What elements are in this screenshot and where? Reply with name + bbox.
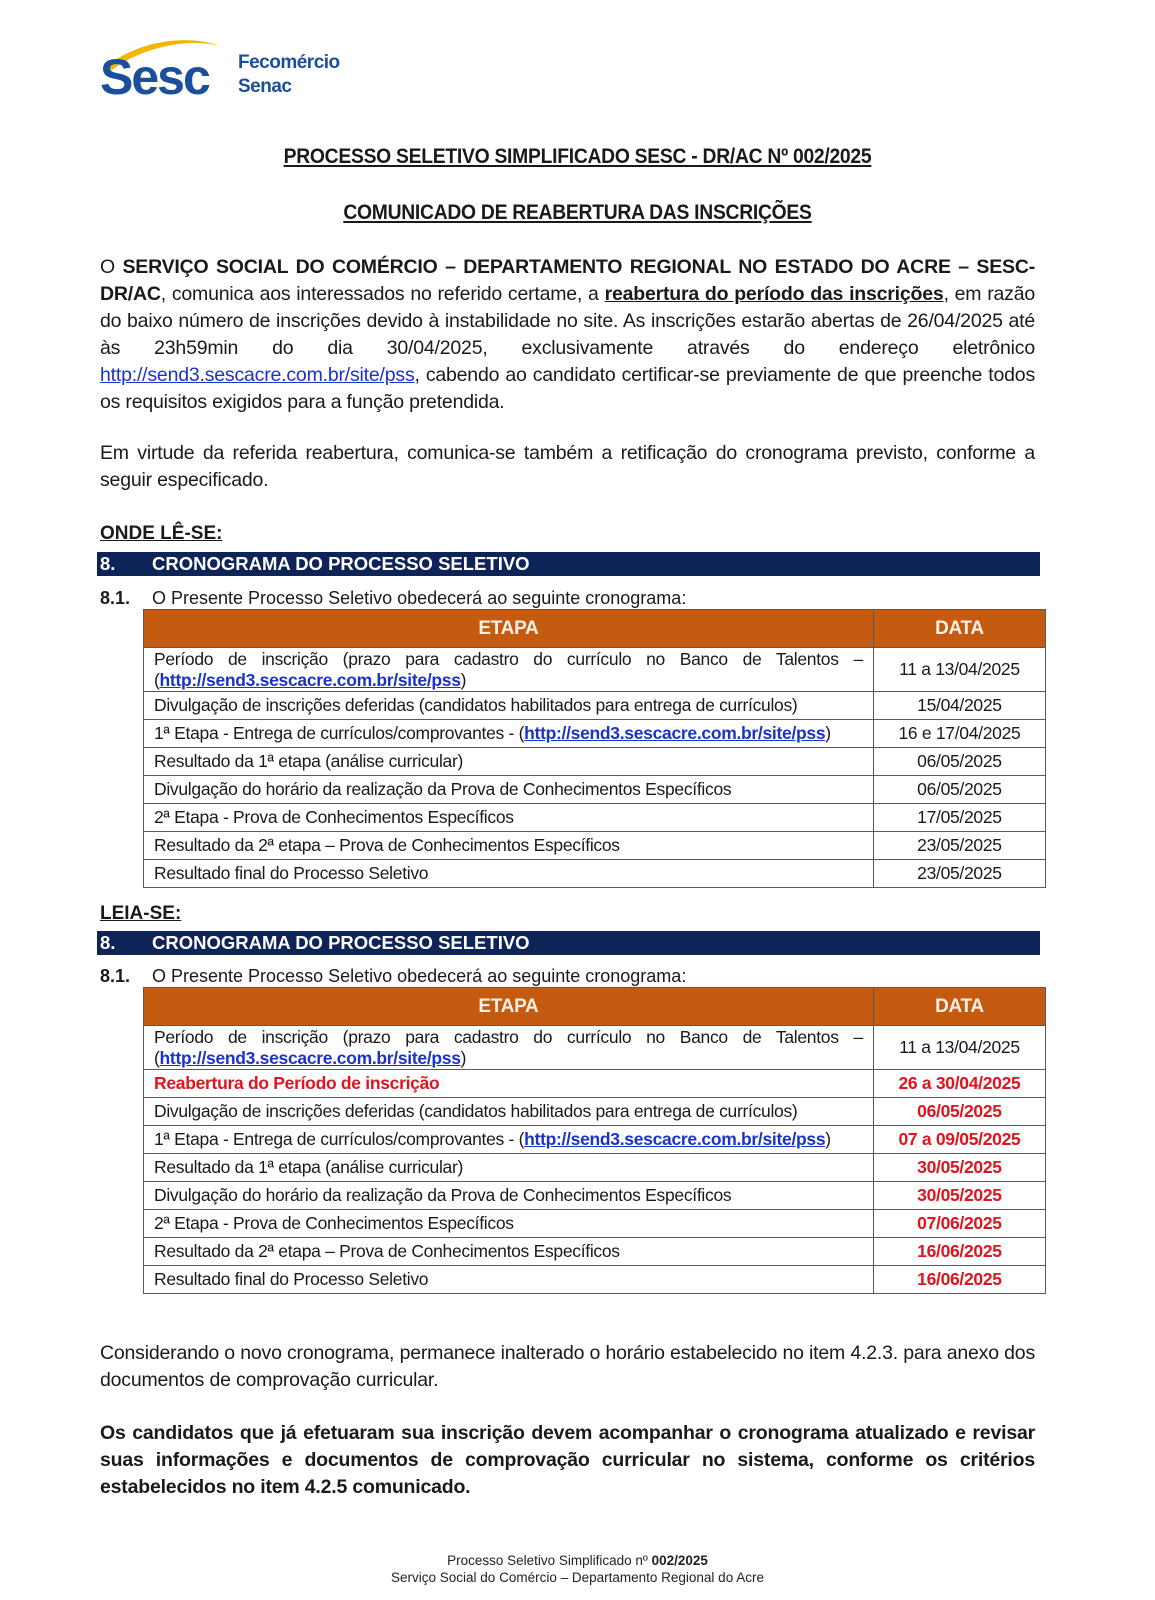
schedule-table-old [143, 609, 1046, 888]
cell-data: 30/05/2025 [873, 1182, 1045, 1210]
header-data: DATA [873, 610, 1045, 648]
cell-data: 16 e 17/04/2025 [873, 720, 1045, 748]
cell-data: 16/06/2025 [873, 1238, 1045, 1266]
footer-line-1: Processo Seletivo Simplificado nº 002/2025 [447, 1553, 708, 1568]
cell-data: 07 a 09/05/2025 [873, 1126, 1045, 1154]
table-row [144, 1026, 1046, 1070]
table-row-changed [144, 1070, 1046, 1098]
subitem-number: 8.1. [100, 966, 131, 986]
cell-etapa: Período de inscrição (prazo para cadastro do currículo no Banco de Talentos – (http://send3.sescacre.com.br/site/pss) [144, 648, 874, 692]
subitem-text: O Presente Processo Seletivo obedecerá ao seguinte cronograma: [152, 966, 687, 986]
subitem-text: O Presente Processo Seletivo obedecerá ao seguinte cronograma: [152, 588, 687, 608]
cell-etapa: 1ª Etapa - Entrega de currículos/comprovantes - (http://send3.sescacre.com.br/site/pss) [144, 720, 874, 748]
cell-data: 30/05/2025 [873, 1154, 1045, 1182]
cell-etapa: 2ª Etapa - Prova de Conhecimentos Específicos [144, 1210, 874, 1238]
table-row [144, 748, 1046, 776]
footer-line-2: Serviço Social do Comércio – Departamento Regional do Acre [391, 1570, 764, 1585]
intro-link[interactable]: http://send3.sescacre.com.br/site/pss [100, 364, 415, 386]
cell-data: 17/05/2025 [873, 804, 1045, 832]
footer [0, 1552, 1155, 1586]
logo-fecomercio-text: Fecomércio [238, 52, 340, 73]
schedule-table-new [143, 987, 1046, 1294]
intro-text-2: , em razão do baixo número de inscrições devido à instabilidade no site. As inscrições estarão abertas de 26/04/2025 até às 23h59min do dia 30/04/2025, exclusivamente através do endereço eletrônico [100, 283, 1036, 359]
cell-data: 26 a 30/04/2025 [873, 1070, 1045, 1098]
table-row-changed [144, 1238, 1046, 1266]
table-row-changed [144, 1182, 1046, 1210]
band-number: 8. [100, 932, 116, 953]
table-row-changed [144, 1098, 1046, 1126]
cell-data: 11 a 13/04/2025 [873, 1026, 1045, 1070]
table-header-row [144, 610, 1046, 648]
cell-data: 06/05/2025 [873, 776, 1045, 804]
intro-lead: O [100, 256, 115, 278]
cell-etapa: Resultado da 2ª etapa – Prova de Conhecimentos Específicos [144, 1238, 874, 1266]
cell-etapa: Divulgação do horário da realização da Prova de Conhecimentos Específicos [144, 1182, 874, 1210]
subitem-number: 8.1. [100, 588, 131, 608]
cell-data: 15/04/2025 [873, 692, 1045, 720]
cell-etapa: Reabertura do Período de inscrição [144, 1070, 874, 1098]
table-link[interactable]: http://send3.sescacre.com.br/site/pss [159, 669, 461, 690]
cell-data: 11 a 13/04/2025 [873, 648, 1045, 692]
cell-etapa: Resultado final do Processo Seletivo [144, 1266, 874, 1294]
table-row [144, 832, 1046, 860]
cell-data: 23/05/2025 [873, 832, 1045, 860]
closing-note: Considerando o novo cronograma, permanece inalterado o horário estabelecido no item 4.2.3. para anexo dos documentos de comprovação curricular. [100, 1342, 1035, 1391]
intro-text-1: , comunica aos interessados no referido certame, a [160, 283, 605, 305]
cell-etapa: Divulgação do horário da realização da Prova de Conhecimentos Específicos [144, 776, 874, 804]
cell-etapa: 1ª Etapa - Entrega de currículos/comprovantes - (http://send3.sescacre.com.br/site/pss) [144, 1126, 874, 1154]
band-title: CRONOGRAMA DO PROCESSO SELETIVO [152, 932, 530, 953]
table-row-changed [144, 1210, 1046, 1238]
cell-data: 16/06/2025 [873, 1266, 1045, 1294]
cell-data: 07/06/2025 [873, 1210, 1045, 1238]
table-row [144, 776, 1046, 804]
table-link[interactable]: http://send3.sescacre.com.br/site/pss [524, 1129, 826, 1149]
cell-data: 06/05/2025 [873, 748, 1045, 776]
header-etapa: ETAPA [144, 988, 874, 1026]
logo-sesc-text: Sesc [100, 49, 209, 105]
cell-etapa: Período de inscrição (prazo para cadastro do currículo no Banco de Talentos – (http://send3.sescacre.com.br/site/pss) [144, 1026, 874, 1070]
intro-text-3: , cabendo ao candidato certificar-se previamente de que preenche todos os requisitos exigidos para a função pretendida. [100, 364, 1035, 413]
cell-etapa: Resultado da 1ª etapa (análise curricular) [144, 748, 874, 776]
sesc-logo [98, 34, 358, 104]
section-old-band [97, 552, 1040, 576]
cell-etapa: Divulgação de inscrições deferidas (candidatos habilitados para entrega de currículos) [144, 1098, 874, 1126]
document-title: PROCESSO SELETIVO SIMPLIFICADO SESC - DR/AC Nº 002/2025 [283, 145, 872, 168]
table-row-changed [144, 1126, 1046, 1154]
section-new-label: LEIA-SE: [100, 903, 182, 924]
section-old-label: ONDE LÊ-SE: [100, 523, 223, 544]
cell-etapa: Resultado da 2ª etapa – Prova de Conhecimentos Específicos [144, 832, 874, 860]
intro-org-name: SERVIÇO SOCIAL DO COMÉRCIO – DEPARTAMENTO REGIONAL NO ESTADO DO ACRE – SESC-DR/AC [100, 256, 1035, 305]
intro-highlight: reabertura do período das inscrições [604, 283, 944, 305]
band-number: 8. [100, 553, 116, 574]
table-row [144, 692, 1046, 720]
document-subtitle: COMUNICADO DE REABERTURA DAS INSCRIÇÕES [343, 201, 812, 224]
header-etapa: ETAPA [144, 610, 874, 648]
table-row [144, 648, 1046, 692]
table-row-changed [144, 1154, 1046, 1182]
table-header-row [144, 988, 1046, 1026]
table-row-changed [144, 1266, 1046, 1294]
band-title: CRONOGRAMA DO PROCESSO SELETIVO [152, 553, 530, 574]
table-link[interactable]: http://send3.sescacre.com.br/site/pss [524, 723, 826, 743]
table-link[interactable]: http://send3.sescacre.com.br/site/pss [159, 1047, 461, 1068]
cell-data: 06/05/2025 [873, 1098, 1045, 1126]
closing-warning: Os candidatos que já efetuaram sua inscrição devem acompanhar o cronograma atualizado e revisar suas informações e documentos de comprovação curricular no sistema, conforme os critérios estabelecidos no item 4.2.5 comunicado. [100, 1422, 1035, 1498]
cell-data: 23/05/2025 [873, 860, 1045, 888]
retification-paragraph: Em virtude da referida reabertura, comunica-se também a retificação do cronograma previsto, conforme a seguir especificado. [100, 442, 1035, 491]
section-new-band [97, 931, 1040, 955]
table-row [144, 720, 1046, 748]
table-row [144, 860, 1046, 888]
cell-etapa: Divulgação de inscrições deferidas (candidatos habilitados para entrega de currículos) [144, 692, 874, 720]
table-row [144, 804, 1046, 832]
cell-etapa: Resultado da 1ª etapa (análise curricular) [144, 1154, 874, 1182]
logo-senac-text: Senac [238, 76, 292, 97]
cell-etapa: 2ª Etapa - Prova de Conhecimentos Específicos [144, 804, 874, 832]
cell-etapa: Resultado final do Processo Seletivo [144, 860, 874, 888]
intro-paragraph [100, 254, 1035, 416]
header-data: DATA [873, 988, 1045, 1026]
